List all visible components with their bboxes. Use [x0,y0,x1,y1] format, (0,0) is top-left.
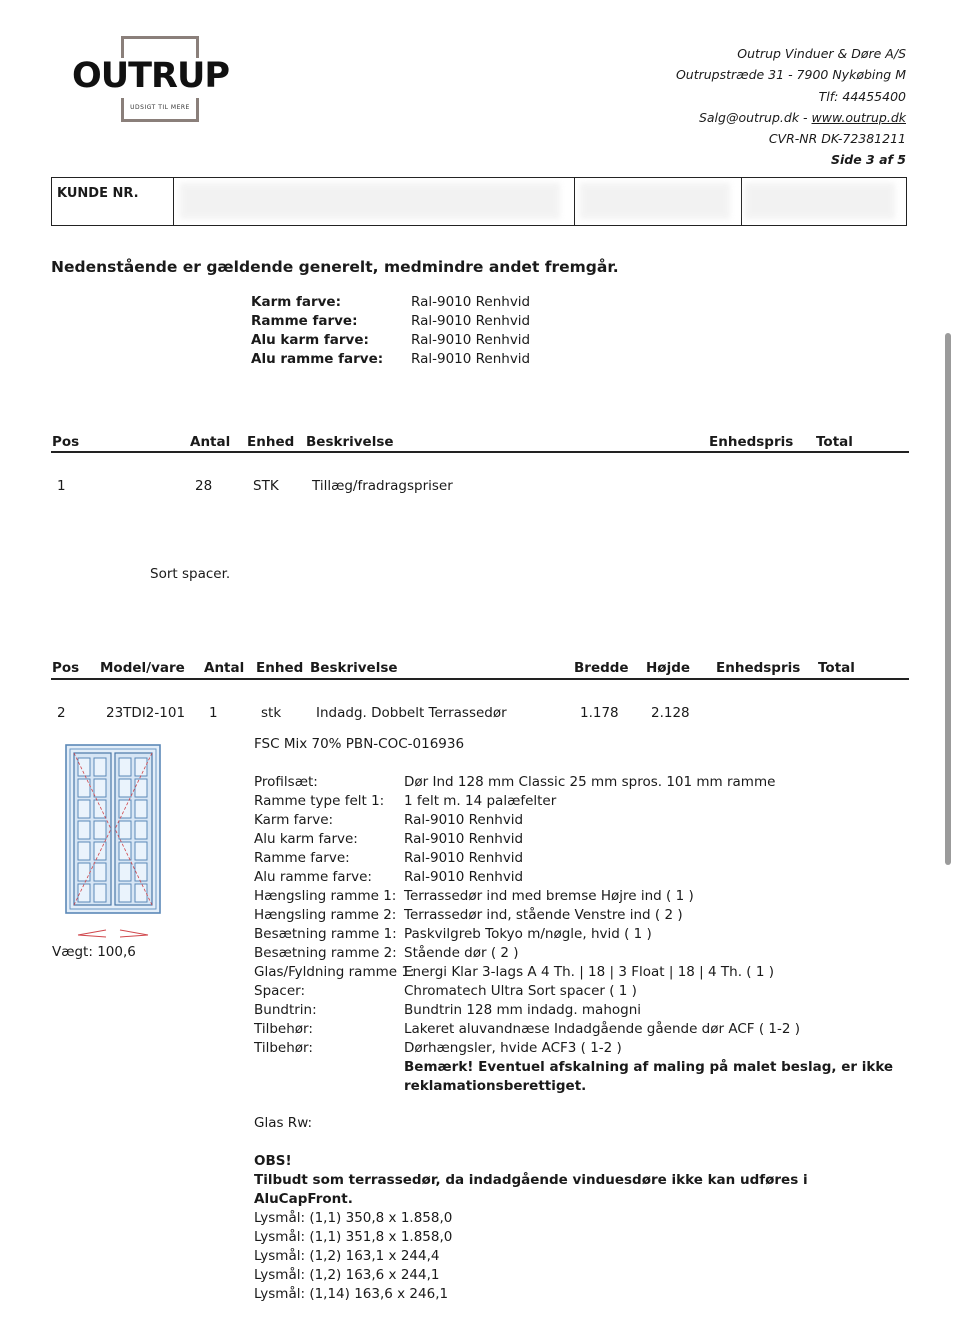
general-label: Alu karm farve: [251,332,369,348]
company-name: Outrup Vinduer & Døre A/S [737,46,906,61]
row-note: Sort spacer. [150,566,231,582]
spec-label: Profilsæt: [254,774,318,790]
spec-label: Spacer: [254,983,306,999]
row-enhed: STK [253,478,279,494]
spec-value: Terrassedør ind med bremse Højre ind ( 1 ) [404,888,694,904]
spec-value: Dørhængsler, hvide ACF3 ( 1-2 ) [404,1040,622,1056]
spec-value: Lakeret aluvandnæse Indadgående gående dør ACF ( 1-2 ) [404,1021,800,1037]
spec-value: Dør Ind 128 mm Classic 25 mm spros. 101 mm ramme [404,774,776,790]
spec-value: Stående dør ( 2 ) [404,945,519,961]
spec-value: Paskvilgreb Tokyo m/nøgle, hvid ( 1 ) [404,926,652,942]
company-address: Outrupstræde 31 - 7900 Nykøbing M [675,67,906,82]
general-label: Karm farve: [251,294,341,310]
col-header-model: Model/vare [100,660,185,676]
spec-value: Bundtrin 128 mm indadg. mahogni [404,1002,642,1018]
weight-label: Vægt: 100,6 [52,944,136,960]
col-header-antal: Antal [204,660,245,676]
col-header-enhedspris: Enhedspris [716,660,801,676]
spec-value: 1 felt m. 14 palæfelter [404,793,557,809]
spec-label: Besætning ramme 2: [254,945,397,961]
vertical-scrollbar[interactable] [945,333,951,865]
row-beskrivelse: Tillæg/fradragspriser [312,478,453,494]
redacted-area [180,183,560,219]
row-hojde: 2.128 [651,705,690,721]
row-pos: 2 [57,705,66,721]
general-label: Alu ramme farve: [251,351,384,367]
lysmal-line: Lysmål: (1,14) 163,6 x 246,1 [254,1286,449,1302]
table-header-rule [51,451,909,453]
col-header-beskrivelse: Beskrivelse [310,660,398,676]
company-email[interactable]: Salg@outrup.dk [698,110,800,125]
redacted-area [580,183,730,219]
spec-value: Terrassedør ind, stående Venstre ind ( 2 ) [404,907,683,923]
lysmal-line: Lysmål: (1,2) 163,1 x 244,4 [254,1248,440,1264]
company-contact [699,110,906,125]
spec-value: Ral-9010 Renhvid [404,831,524,847]
general-heading: Nedenstående er gældende generelt, medmindre andet fremgår. [51,258,619,276]
spec-value: Ral-9010 Renhvid [404,812,524,828]
company-phone: Tlf: 44455400 [818,89,906,104]
spec-label: Alu ramme farve: [254,869,372,885]
general-value: Ral-9010 Renhvid [411,313,531,329]
col-header-antal: Antal [190,434,231,450]
lysmal-line: Lysmål: (1,2) 163,6 x 244,1 [254,1267,440,1283]
col-header-enhed: Enhed [247,434,295,450]
page-indicator: Side 3 af 5 [830,152,906,167]
door-drawing [64,744,162,940]
row-enhed: stk [261,705,282,721]
spec-label: Ramme farve: [254,850,350,866]
general-label: Ramme farve: [251,313,358,329]
company-website-link[interactable]: www.outrup.dk [811,110,906,125]
row-model: 23TDI2-101 [106,705,186,721]
spec-label: Besætning ramme 1: [254,926,397,942]
spec-label: Tilbehør: [254,1021,313,1037]
remark-text: Bemærk! Eventuel afskalning af maling på malet beslag, er ikke [404,1059,894,1075]
col-header-hojde: Højde [646,660,691,676]
row-beskrivelse: Indadg. Dobbelt Terrassedør [316,705,507,721]
general-value: Ral-9010 Renhvid [411,351,531,367]
general-value: Ral-9010 Renhvid [411,294,531,310]
fsc-label: FSC Mix 70% PBN-COC-016936 [254,736,465,752]
general-value: Ral-9010 Renhvid [411,332,531,348]
spec-value: Ral-9010 Renhvid [404,869,524,885]
col-header-enhed: Enhed [256,660,304,676]
redacted-area [745,183,895,219]
spec-label: Bundtrin: [254,1002,317,1018]
glas-rw-label: Glas Rw: [254,1115,313,1131]
lysmal-line: Lysmål: (1,1) 350,8 x 1.858,0 [254,1210,453,1226]
col-header-bredde: Bredde [574,660,629,676]
contact-separator: - [799,110,812,125]
col-header-total: Total [816,434,853,450]
customer-number-label: KUNDE NR. [57,186,139,201]
obs-text: Tilbudt som terrassedør, da indadgående vinduesdøre ikke kan udføres i [254,1172,808,1188]
spec-label: Alu karm farve: [254,831,358,847]
lysmal-line: Lysmål: (1,1) 351,8 x 1.858,0 [254,1229,453,1245]
company-logo: OUTRUP [72,56,230,96]
spec-label: Tilbehør: [254,1040,313,1056]
row-pos: 1 [57,478,66,494]
company-cvr: CVR-NR DK-72381211 [768,131,906,146]
spec-label: Karm farve: [254,812,334,828]
obs-text-cont: AluCapFront. [254,1191,353,1207]
spec-label: Hængsling ramme 2: [254,907,397,923]
spec-value: Energi Klar 3-lags A 4 Th. | 18 | 3 Float | 18 | 4 Th. ( 1 ) [404,964,774,980]
spec-label: Ramme type felt 1: [254,793,385,809]
col-header-pos: Pos [52,434,80,450]
col-header-enhedspris: Enhedspris [709,434,794,450]
row-antal: 28 [195,478,213,494]
row-bredde: 1.178 [580,705,619,721]
logo-tagline: UDSIGT TIL MERE [130,104,190,111]
spec-label: Glas/Fyldning ramme 1: [254,964,415,980]
remark-text-cont: reklamationsberettiget. [404,1078,587,1094]
row-antal: 1 [209,705,218,721]
spec-value: Chromatech Ultra Sort spacer ( 1 ) [404,983,637,999]
spec-value: Ral-9010 Renhvid [404,850,524,866]
col-header-total: Total [818,660,855,676]
spec-label: Hængsling ramme 1: [254,888,397,904]
col-header-pos: Pos [52,660,80,676]
obs-title: OBS! [254,1153,292,1169]
col-header-beskrivelse: Beskrivelse [306,434,394,450]
table-header-rule [51,678,909,680]
